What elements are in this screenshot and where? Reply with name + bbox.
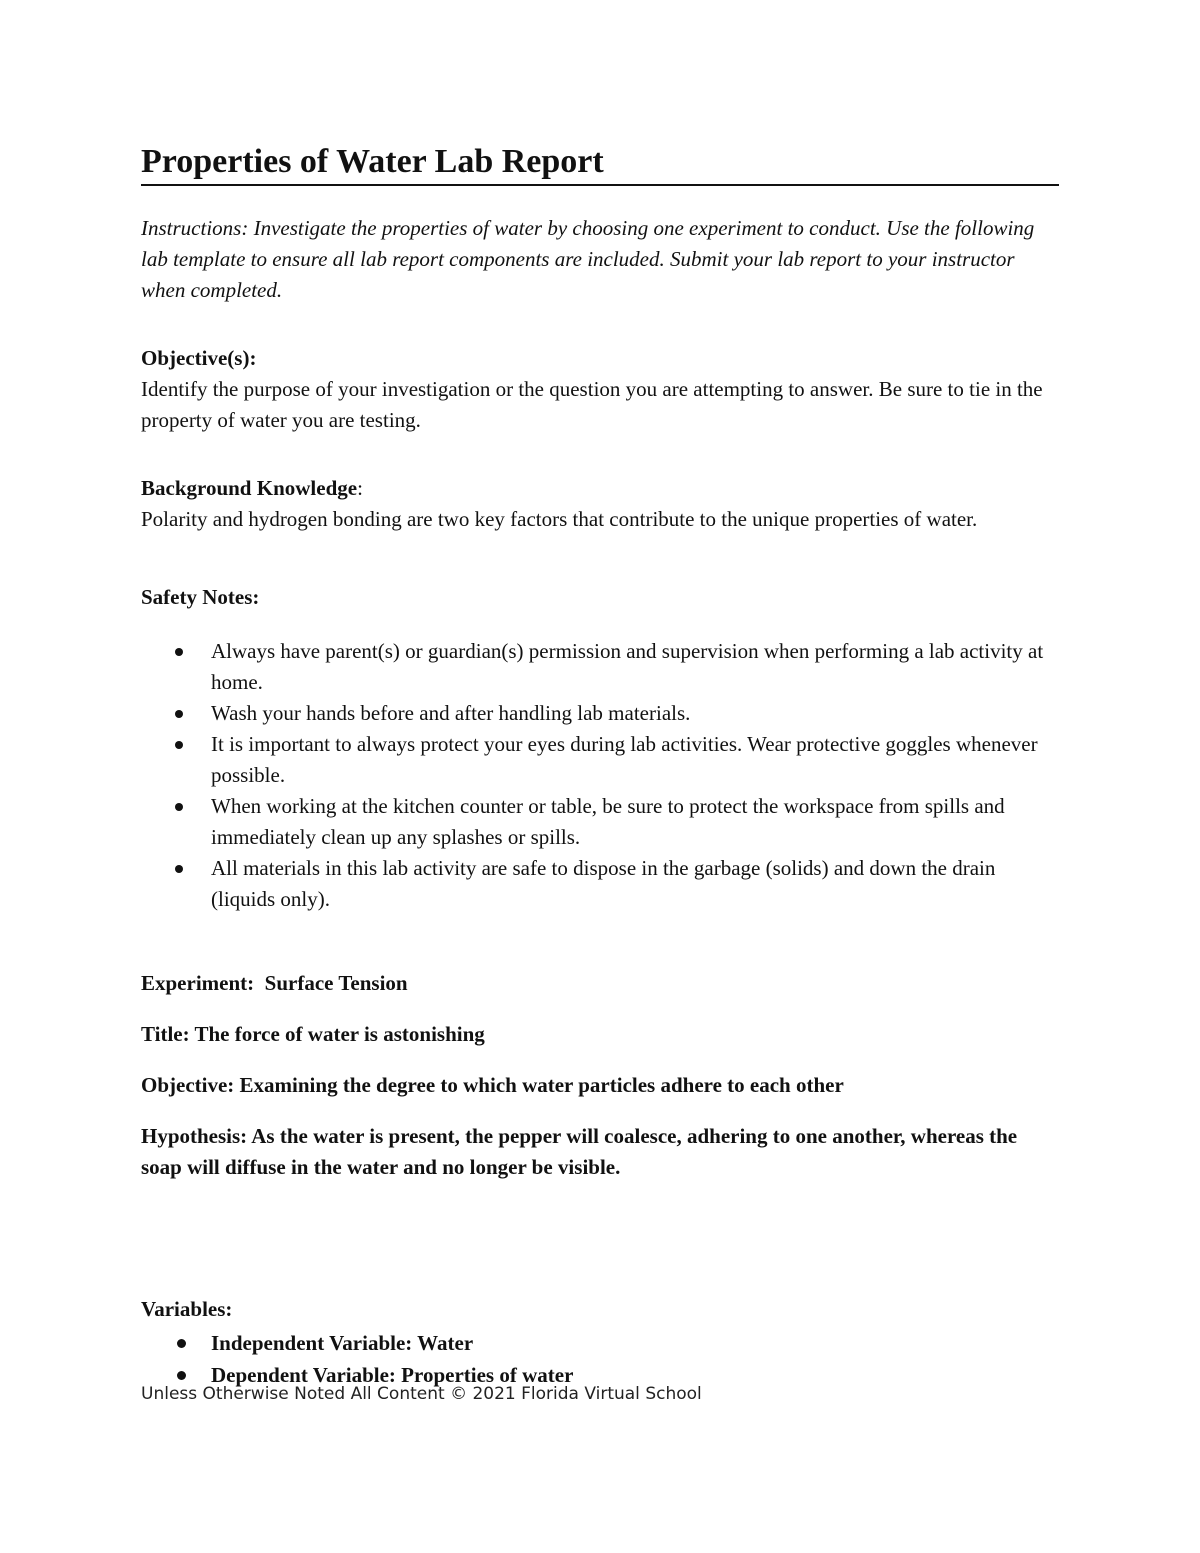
variable-item-text: Dependent Variable: Properties of water bbox=[211, 1363, 574, 1387]
bullet-icon bbox=[175, 710, 183, 718]
bullet-icon bbox=[177, 1371, 186, 1380]
objectives-heading: Objective(s): bbox=[141, 346, 257, 370]
safety-item bbox=[141, 698, 1059, 729]
safety-heading: Safety Notes: bbox=[141, 585, 260, 609]
document-content bbox=[141, 140, 1059, 1391]
safety-item-text: All materials in this lab activity are safe to dispose in the garbage (solids) and down the drain (liquids only). bbox=[211, 856, 996, 911]
variables-heading: Variables: bbox=[141, 1297, 233, 1321]
bullet-icon bbox=[175, 648, 183, 656]
background-body: Polarity and hydrogen bonding are two key factors that contribute to the unique properties of water. bbox=[141, 507, 978, 531]
safety-item bbox=[141, 791, 1059, 853]
background-heading-colon: : bbox=[357, 476, 363, 500]
safety-item-text: It is important to always protect your eyes during lab activities. Wear protective goggles whenever possible. bbox=[211, 732, 1038, 787]
bullet-icon bbox=[175, 865, 183, 873]
safety-item bbox=[141, 853, 1059, 915]
objectives-section bbox=[141, 343, 1059, 436]
instructions-paragraph: Instructions: Investigate the properties of water by choosing one experiment to conduct. Use the following lab template to ensure all lab report components are included. Submit your lab report to your instructor when completed. bbox=[141, 216, 1035, 302]
variable-item bbox=[141, 1327, 1059, 1359]
safety-item-text: Always have parent(s) or guardian(s) permission and supervision when performing a lab activity at home. bbox=[211, 639, 1044, 694]
safety-item-text: When working at the kitchen counter or table, be sure to protect the workspace from spills and immediately clean up any splashes or spills. bbox=[211, 794, 1005, 849]
objectives-body: Identify the purpose of your investigation or the question you are attempting to answer. Be sure to tie in the property of water you are testing. bbox=[141, 377, 1043, 432]
page-title: Properties of Water Lab Report bbox=[141, 140, 1059, 186]
variable-item-text: Independent Variable: Water bbox=[211, 1331, 474, 1355]
bullet-icon bbox=[177, 1339, 186, 1348]
bullet-icon bbox=[175, 741, 183, 749]
background-heading: Background Knowledge bbox=[141, 476, 358, 500]
title-line: Title: The force of water is astonishing bbox=[141, 1022, 485, 1046]
safety-item-text: Wash your hands before and after handling lab materials. bbox=[211, 701, 691, 725]
safety-list bbox=[141, 636, 1059, 915]
experiment-line: Experiment: Surface Tension bbox=[141, 971, 408, 995]
background-section bbox=[141, 473, 1059, 535]
page-footer: Unless Otherwise Noted All Content © 2021 Florida Virtual School bbox=[141, 1384, 702, 1404]
bullet-icon bbox=[175, 803, 183, 811]
safety-item bbox=[141, 636, 1059, 698]
safety-item bbox=[141, 729, 1059, 791]
hypothesis-paragraph: Hypothesis: As the water is present, the pepper will coalesce, adhering to one another, whereas the soap will diffuse in the water and no longer be visible. bbox=[141, 1124, 1018, 1179]
objective-line: Objective: Examining the degree to which water particles adhere to each other bbox=[141, 1073, 844, 1097]
background-heading-line bbox=[141, 473, 1059, 504]
